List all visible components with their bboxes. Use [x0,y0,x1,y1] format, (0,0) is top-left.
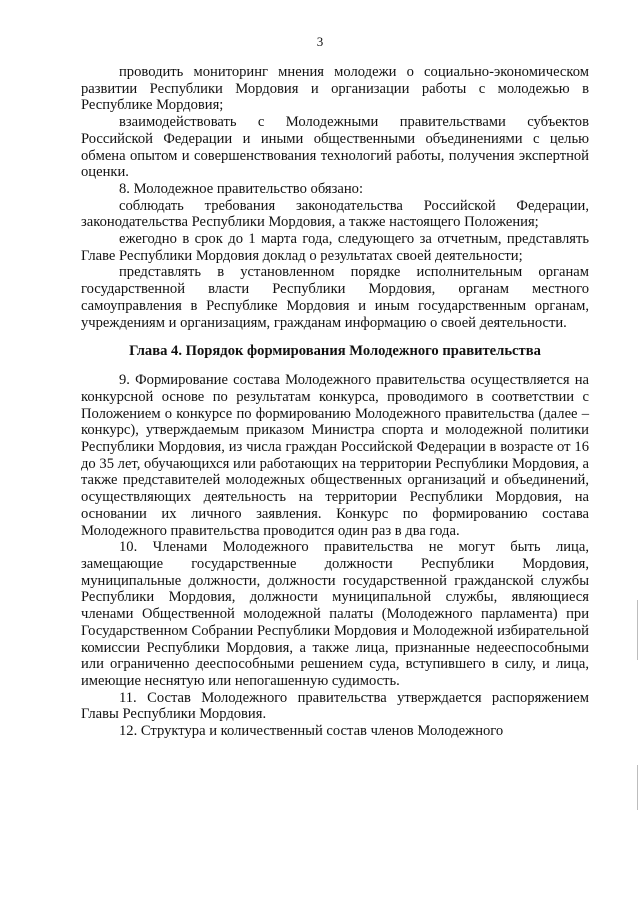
paragraph-annual-report: ежегодно в срок до 1 марта года, следующего за отчетным, представлять Главе Республики Мордовия доклад о результатах своей деятельности; [81,231,589,264]
paragraph-monitoring: проводить мониторинг мнения молодежи о социально-экономическом развитии Республики Мордовия и организации работы с молодежью в Республике Мордовия; [81,64,589,114]
paragraph-item-11: 11. Состав Молодежного правительства утверждается распоряжением Главы Республики Мордовия. [81,689,589,723]
paragraph-item-9: 9. Формирование состава Молодежного правительства осуществляется на конкурсной основе по результатам конкурса, проводимого в соответствии с Положением о конкурсе по формированию Молодежного правительства (далее – конкурс), утверждаемым приказом Министра спорта и молодежной политики Республики Мордовия, из числа граждан Российской Федерации в возрасте от 16 до 35 лет, обучающихся или работающих на территории Республики Мордовия, а также представителей молодежных общественных организаций и объединений, осуществляющих деятельность на территории Республики Мордовия, на основании их личного заявления. Конкурс по формированию состава Молодежного правительства проводится один раз в два года. [81,372,589,539]
paragraph-compliance: соблюдать требования законодательства Российской Федерации, законодательства Республики Мордовия, а также настоящего Положения; [81,197,589,231]
scan-edge-mark [637,765,638,810]
paragraph-item-10: 10. Членами Молодежного правительства не могут быть лица, замещающие государственные должности Республики Мордовия, муниципальные должности, должности государственной гражданской службы Республики Мордовия, должности муниципальной службы, являющиеся членами Общественной молодежной палаты (Молодежного парламента) при Государственном Собрании Республики Мордовия и Молодежной избирательной комиссии Республики Мордовия, а также лица, признанные недееспособными или ограниченно дееспособными решением суда, вступившего в силу, и лица, имеющие неснятую или непогашенную судимость. [81,539,589,689]
chapter-heading: Глава 4. Порядок формирования Молодежного правительства [129,343,541,360]
paragraph-interaction: взаимодействовать с Молодежными правительствами субъектов Российской Федерации и иными общественными объединениями с целью обмена опытом и совершенствования технологий работы, получения экспертной оценки. [81,114,589,181]
paragraph-item-8: 8. Молодежное правительство обязано: [119,180,364,197]
scan-edge-mark [637,600,638,660]
page-number: 3 [316,34,324,49]
paragraph-item-12: 12. Структура и количественный состав членов Молодежного [119,723,504,740]
document-body [81,64,589,740]
paragraph-information: представлять в установленном порядке исполнительным органам государственной власти Республики Мордовия, органам местного самоуправления в Республике Мордовия и иным государственным органам, учреждениям и организациям, гражданам информацию о своей деятельности. [81,264,589,331]
